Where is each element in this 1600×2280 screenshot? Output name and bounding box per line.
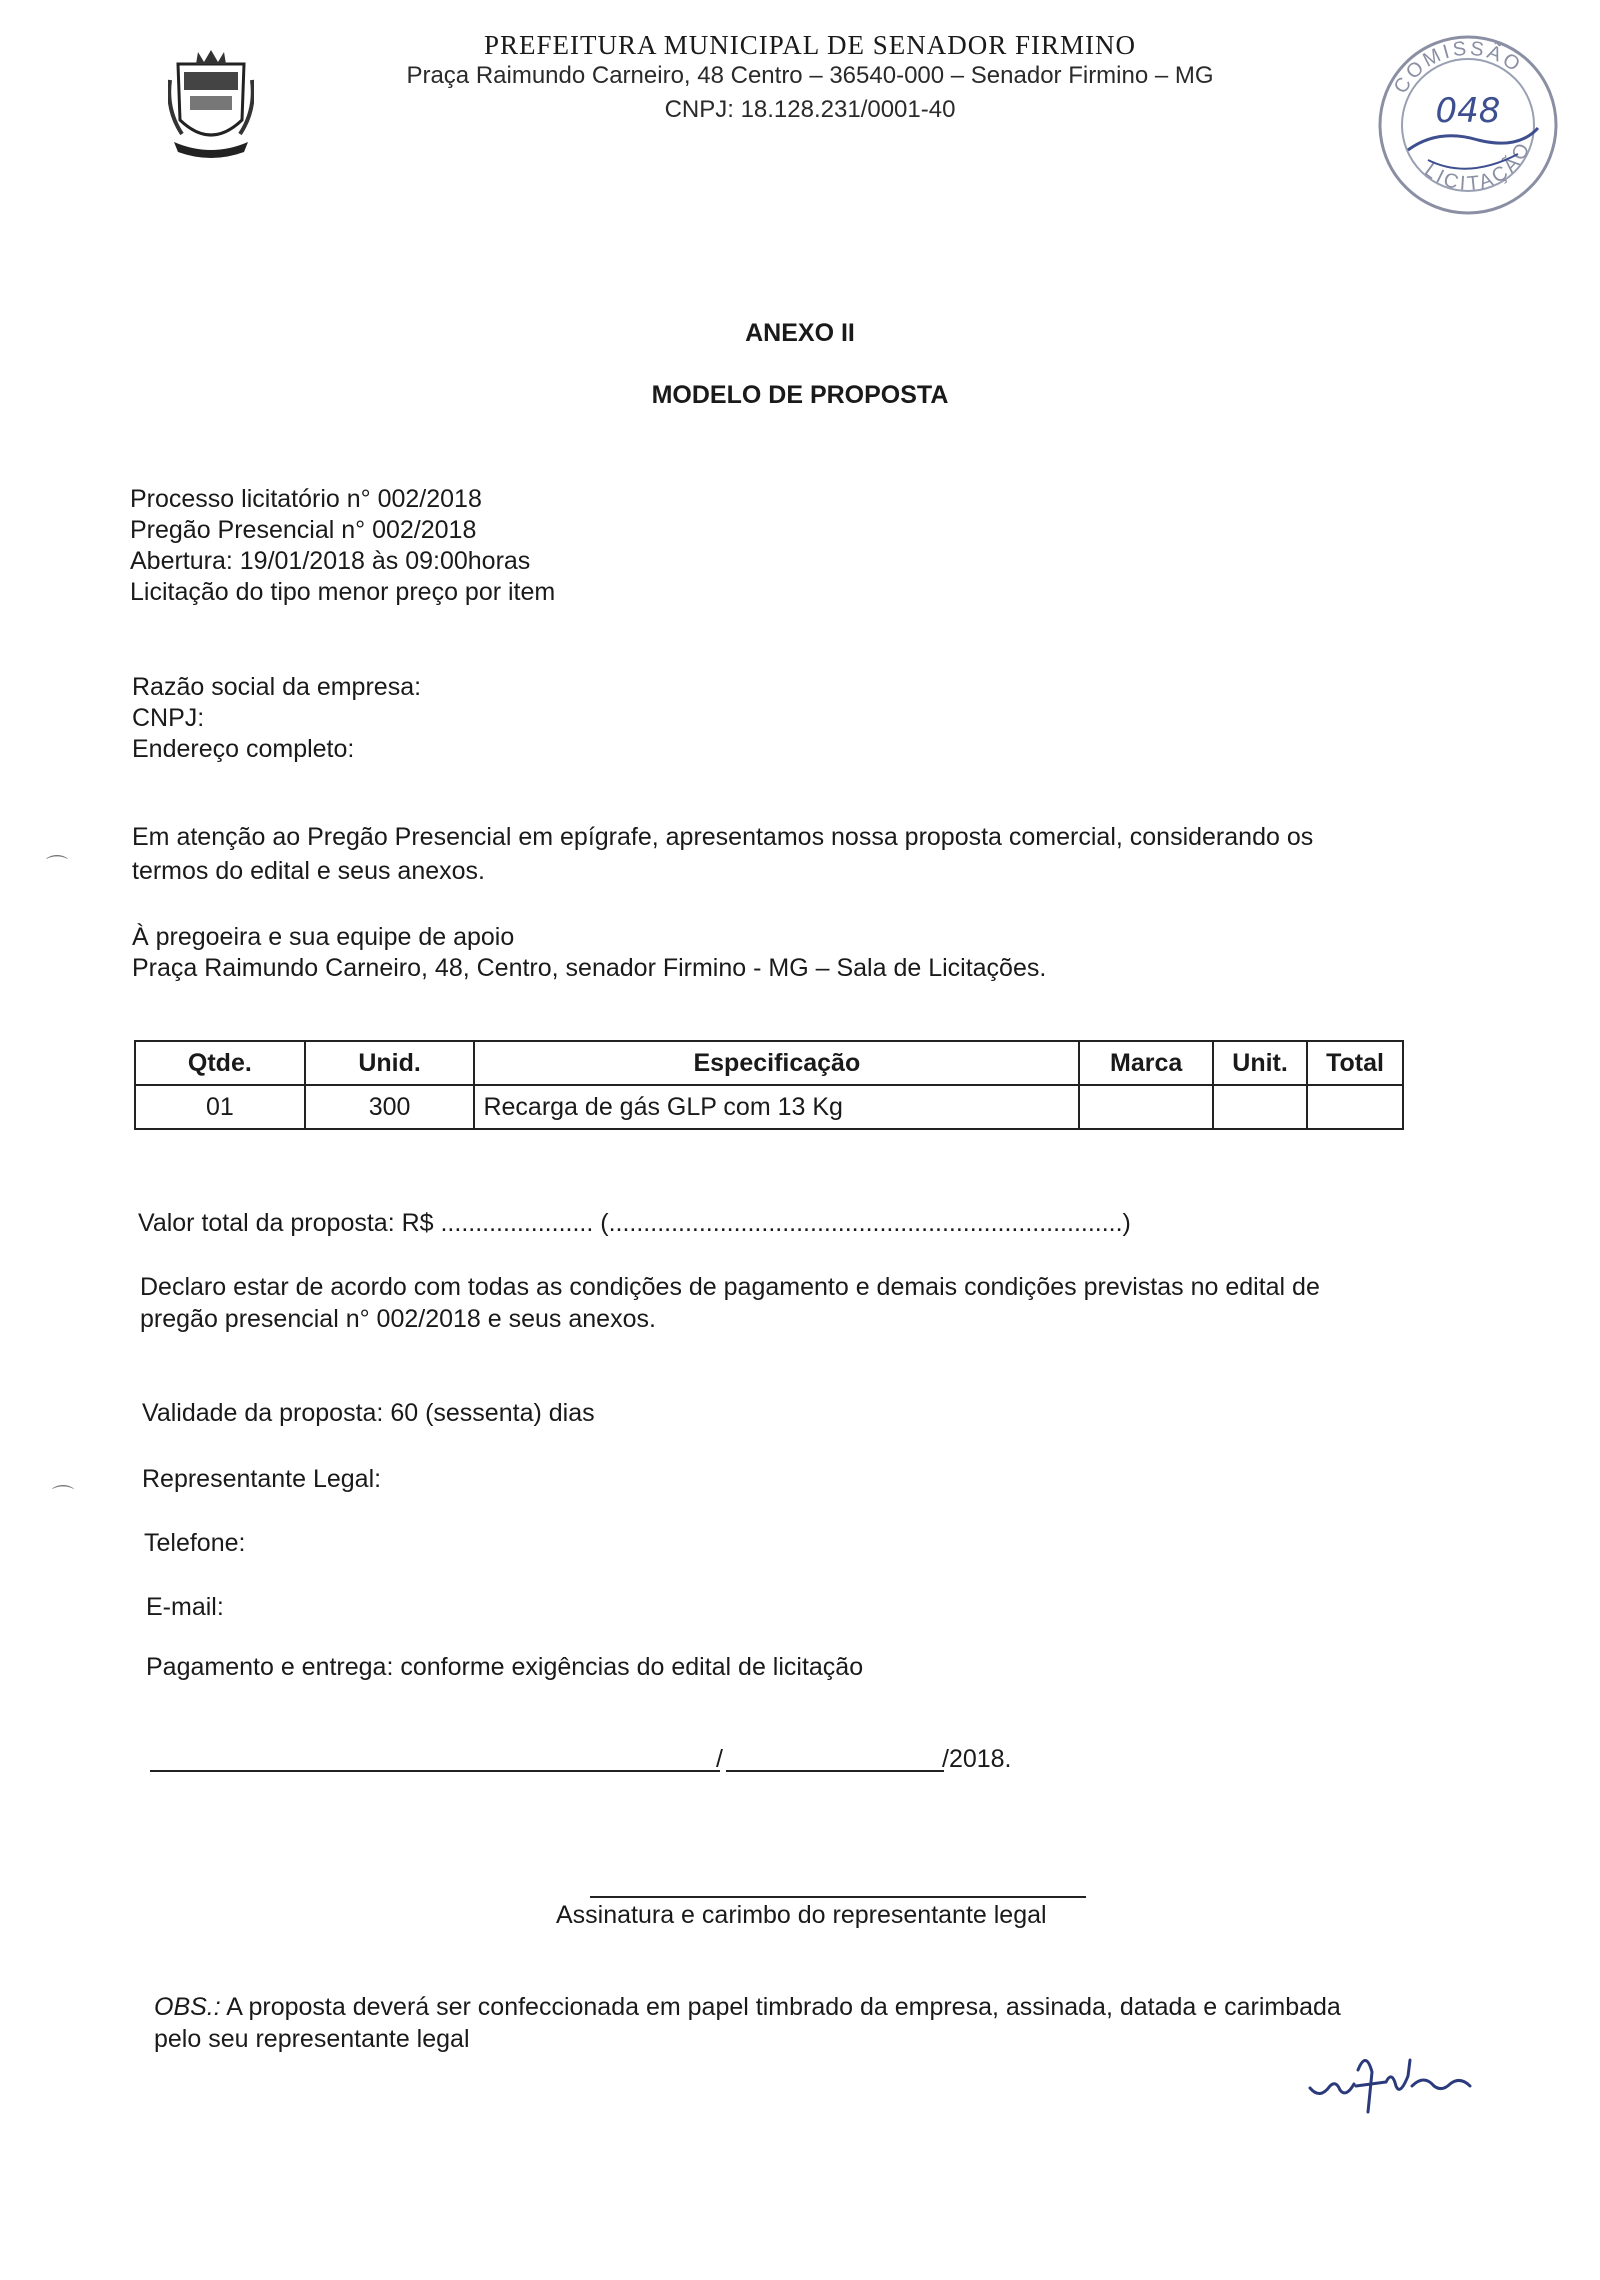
intro-text-line-2: termos do edital e seus anexos. [132,857,485,885]
col-header-unit-price: Unit. [1213,1041,1307,1085]
cell-specification: Recarga de gás GLP com 13 Kg [474,1085,1079,1129]
municipality-title: PREFEITURA MUNICIPAL DE SENADOR FIRMINO [483,30,1137,60]
obs-line-1 [154,1992,1341,2023]
cell-qty: 01 [135,1085,305,1129]
legal-representative-field: Representante Legal: [142,1465,382,1493]
table-header-row [135,1041,1403,1085]
cell-total [1307,1085,1403,1129]
licitation-commission-stamp [1368,30,1568,220]
validity-field: Validade da proposta: 60 (sessenta) dias [142,1399,595,1427]
municipality-address: Praça Raimundo Carneiro, 48 Centro – 36540-000 – Senador Firmino – MG [406,62,1214,89]
handwritten-initials-signature [1300,2040,1490,2120]
declaration-line-2: pregão presencial n° 002/2018 e seus anexos. [140,1305,656,1333]
cell-brand [1079,1085,1213,1129]
signature-line [590,1896,1086,1898]
company-address-label: Endereço completo: [132,735,355,763]
col-header-total: Total [1307,1041,1403,1085]
table-row [135,1085,1403,1129]
obs-label: OBS.: [154,1993,221,2021]
date-separator: / [716,1745,723,1773]
col-header-unit: Unid. [305,1041,475,1085]
process-number: Processo licitatório n° 002/2018 [130,485,482,513]
opening-datetime: Abertura: 19/01/2018 às 09:00horas [130,547,531,575]
annex-subtitle: MODELO DE PROPOSTA [651,381,949,409]
bid-type: Licitação do tipo menor preço por item [130,578,556,606]
total-value-line: Valor total da proposta: R$ ...................... (..........................................................................) [138,1209,1131,1237]
municipality-cnpj: CNPJ: 18.128.231/0001-40 [664,96,956,123]
municipal-crest-icon [168,50,254,160]
svg-text:LICITAÇÃO [1420,137,1535,195]
addressee-line-2: Praça Raimundo Carneiro, 48, Centro, senador Firmino - MG – Sala de Licitações. [132,954,1047,982]
date-blank-day [150,1770,720,1772]
stamp-number: 048 [1435,91,1501,131]
stamp-top-text: COMISSÃO [1389,37,1527,98]
proposal-table [134,1040,1404,1130]
col-header-brand: Marca [1079,1041,1213,1085]
annex-title: ANEXO II [745,319,855,347]
intro-text-line-1: Em atenção ao Pregão Presencial em epígrafe, apresentamos nossa proposta comercial, considerando os [132,823,1314,851]
obs-text: A proposta deverá ser confeccionada em papel timbrado da empresa, assinada, datada e carimbada [220,1993,1341,2021]
addressee-line-1: À pregoeira e sua equipe de apoio [132,923,515,951]
obs-line-2: pelo seu representante legal [154,2025,470,2053]
phone-field: Telefone: [144,1529,246,1557]
signature-caption: Assinatura e carimbo do representante legal [556,1901,1047,1929]
col-header-qty: Qtde. [135,1041,305,1085]
stamp-bottom-text: LICITAÇÃO [1420,137,1536,196]
email-field: E-mail: [146,1593,224,1621]
scan-margin-mark-2: ⌒ [52,1484,75,1509]
svg-text:COMISSÃO [1390,38,1526,98]
company-name-label: Razão social da empresa: [132,673,422,701]
cell-unit-price [1213,1085,1307,1129]
cell-unit: 300 [305,1085,475,1129]
date-year: /2018. [942,1745,1012,1773]
date-blank-month [726,1770,944,1772]
company-cnpj-label: CNPJ: [132,704,205,732]
col-header-specification: Especificação [474,1041,1079,1085]
auction-number: Pregão Presencial n° 002/2018 [130,516,477,544]
declaration-line-1: Declaro estar de acordo com todas as condições de pagamento e demais condições previstas no edital de [140,1273,1320,1301]
payment-delivery-field: Pagamento e entrega: conforme exigências do edital de licitação [146,1653,864,1681]
scan-margin-mark-1: ⌒ [46,854,69,879]
